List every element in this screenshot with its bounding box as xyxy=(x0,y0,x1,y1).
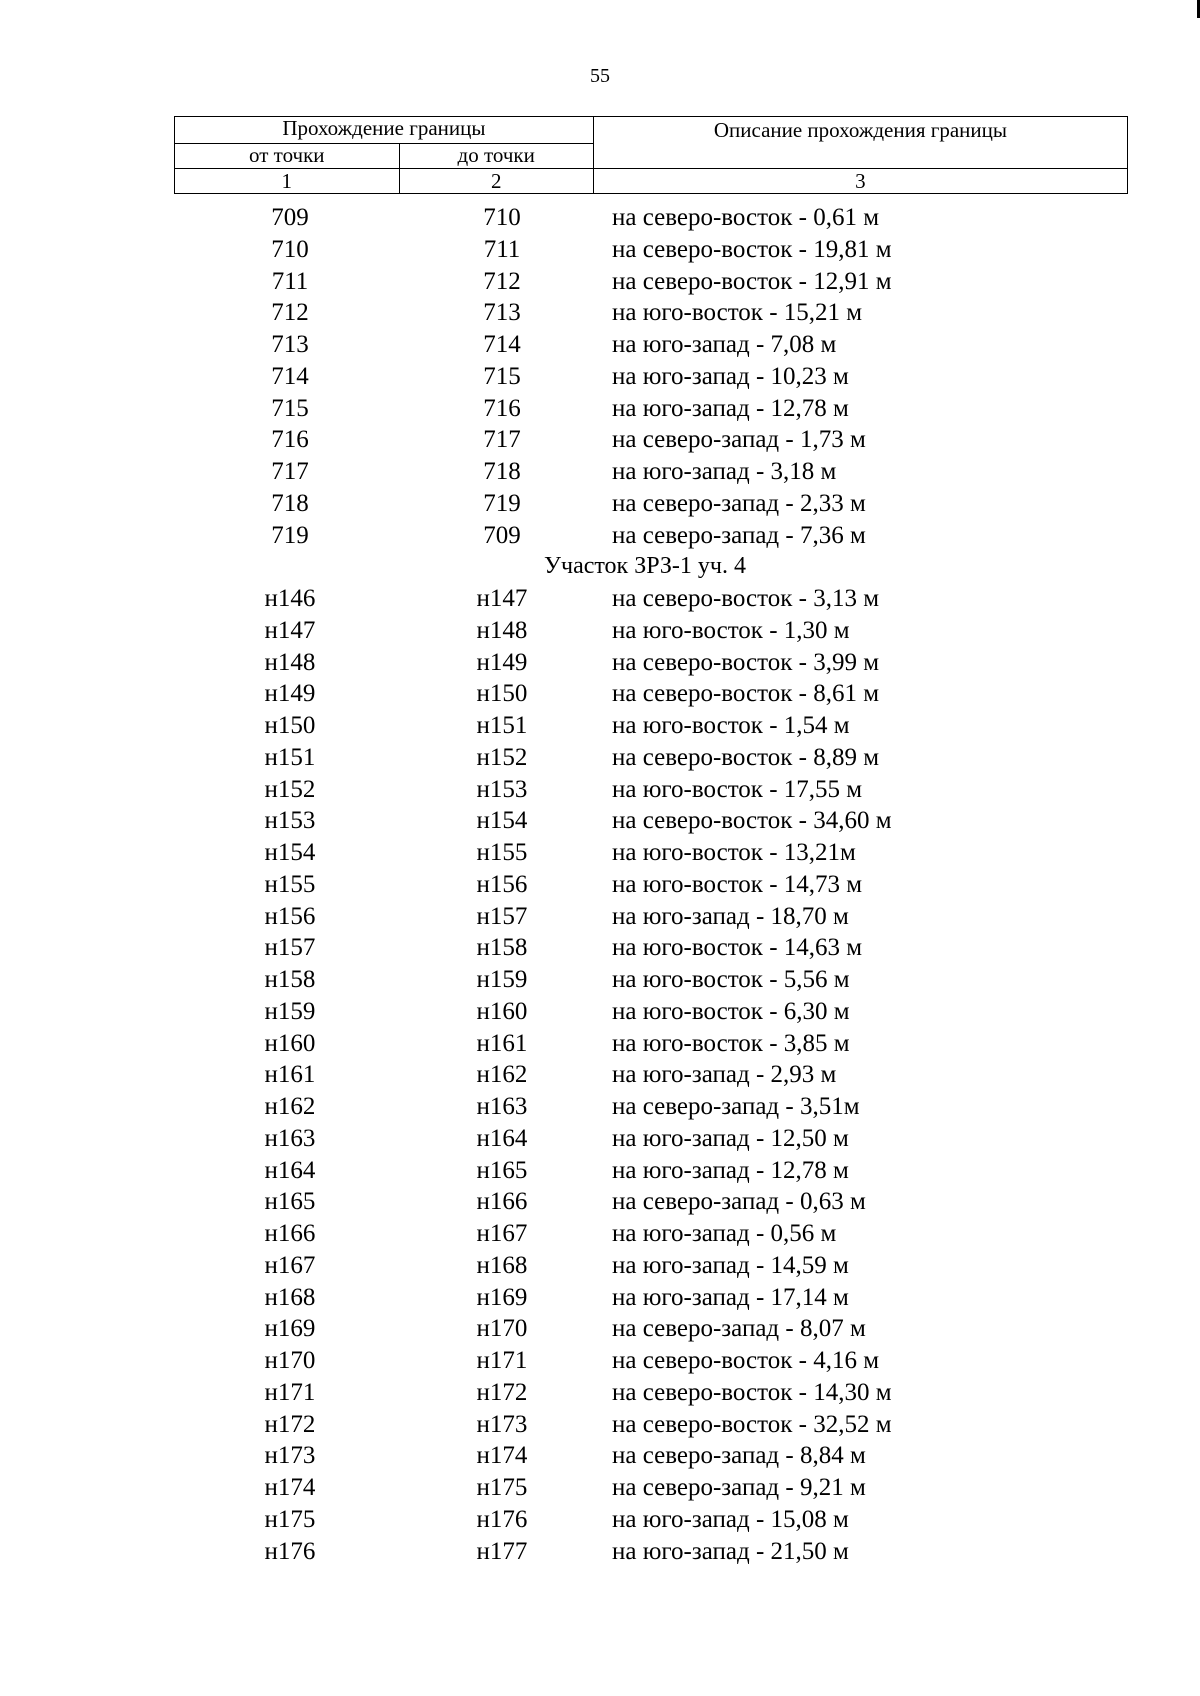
table-row xyxy=(174,1218,1128,1250)
description-cell: на северо-восток - 8,61 м xyxy=(612,680,880,708)
from-point-cell: н164 xyxy=(264,1156,316,1184)
description-cell: на юго-восток - 14,73 м xyxy=(612,870,863,898)
description-cell: на северо-запад - 8,07 м xyxy=(612,1315,866,1343)
from-point-cell: н151 xyxy=(264,743,316,771)
table-row xyxy=(174,1377,1128,1409)
table-row xyxy=(174,678,1128,710)
description-cell: на северо-восток - 34,60 м xyxy=(612,807,892,835)
to-point-cell: н177 xyxy=(476,1537,528,1565)
description-cell: на северо-запад - 7,36 м xyxy=(612,521,866,549)
table-row xyxy=(174,805,1128,837)
to-point-cell: н168 xyxy=(476,1251,528,1279)
table-row xyxy=(174,1472,1128,1504)
to-point-cell: н153 xyxy=(476,775,528,803)
from-point-cell: н172 xyxy=(264,1410,316,1438)
description-cell: на юго-запад - 2,93 м xyxy=(612,1061,837,1089)
description-cell: на юго-восток - 17,55 м xyxy=(612,775,863,803)
rows-group-a xyxy=(174,202,1128,551)
table-row xyxy=(174,710,1128,742)
table-row xyxy=(174,901,1128,933)
to-point-cell: н154 xyxy=(476,807,528,835)
to-point-cell: 710 xyxy=(483,204,521,231)
description-cell: на юго-запад - 3,18 м xyxy=(612,458,837,485)
description-cell: на юго-восток - 1,30 м xyxy=(612,616,850,644)
description-cell: на юго-запад - 10,23 м xyxy=(612,362,849,390)
from-point-cell: н176 xyxy=(264,1537,316,1565)
to-point-cell: н161 xyxy=(476,1029,528,1057)
table-row xyxy=(174,488,1128,520)
description-cell: на северо-восток - 14,30 м xyxy=(612,1378,892,1406)
to-point-cell: н173 xyxy=(476,1410,528,1438)
table-row xyxy=(174,520,1128,552)
table-row xyxy=(174,742,1128,774)
description-cell: на юго-запад - 12,78 м xyxy=(612,394,849,422)
rows-group-b xyxy=(174,583,1128,1567)
table-row xyxy=(174,297,1128,329)
to-point-cell: н158 xyxy=(476,934,528,962)
from-point-cell: н157 xyxy=(264,934,316,962)
description-cell: на юго-запад - 14,59 м xyxy=(612,1251,849,1279)
table-row xyxy=(174,1123,1128,1155)
table-row xyxy=(174,583,1128,615)
description-cell: на юго-запад - 15,08 м xyxy=(612,1505,849,1533)
to-point-cell: н174 xyxy=(476,1442,528,1470)
to-point-cell: н152 xyxy=(476,743,528,771)
header-description: Описание прохождения границы xyxy=(593,117,1127,169)
description-cell: на северо-восток - 3,13 м xyxy=(612,585,880,612)
table-row xyxy=(174,1186,1128,1218)
table-row xyxy=(174,1409,1128,1441)
from-point-cell: 712 xyxy=(271,299,309,327)
from-point-cell: 710 xyxy=(271,235,309,263)
description-cell: на юго-восток - 15,21 м xyxy=(612,299,863,327)
description-cell: на северо-восток - 8,89 м xyxy=(612,743,880,771)
from-point-cell: н158 xyxy=(264,966,316,993)
to-point-cell: н151 xyxy=(476,712,528,739)
header-to-point: до точки xyxy=(399,144,593,169)
description-cell: на юго-запад - 12,50 м xyxy=(612,1124,849,1152)
description-cell: на северо-запад - 9,21 м xyxy=(612,1474,866,1501)
from-point-cell: н174 xyxy=(264,1474,316,1501)
description-cell: на северо-восток - 0,61 м xyxy=(612,204,880,231)
from-point-cell: н165 xyxy=(264,1188,316,1216)
to-point-cell: н148 xyxy=(476,616,528,644)
to-point-cell: н160 xyxy=(476,997,528,1025)
to-point-cell: н175 xyxy=(476,1474,528,1501)
from-point-cell: н171 xyxy=(264,1378,316,1406)
to-point-cell: 718 xyxy=(483,458,521,485)
section-title: Участок ЗРЗ-1 уч. 4 xyxy=(544,553,746,580)
table-row xyxy=(174,647,1128,679)
description-cell: на юго-восток - 5,56 м xyxy=(612,966,850,993)
description-cell: на юго-запад - 7,08 м xyxy=(612,331,837,358)
to-point-cell: н162 xyxy=(476,1061,528,1089)
description-cell: на юго-восток - 13,21м xyxy=(612,839,856,866)
header-from-point: от точки xyxy=(175,144,400,169)
from-point-cell: н168 xyxy=(264,1283,316,1311)
table-row xyxy=(174,234,1128,266)
description-cell: на юго-запад - 21,50 м xyxy=(612,1537,849,1565)
table-row xyxy=(174,329,1128,361)
description-cell: на юго-запад - 17,14 м xyxy=(612,1283,849,1311)
table-row xyxy=(174,424,1128,456)
to-point-cell: н164 xyxy=(476,1124,528,1152)
from-point-cell: н154 xyxy=(264,839,316,866)
table-row xyxy=(174,1345,1128,1377)
from-point-cell: н169 xyxy=(264,1315,316,1343)
from-point-cell: 718 xyxy=(271,489,309,517)
from-point-cell: н173 xyxy=(264,1442,316,1470)
description-cell: на юго-запад - 0,56 м xyxy=(612,1220,837,1247)
from-point-cell: 715 xyxy=(271,394,309,422)
table-row xyxy=(174,837,1128,869)
table-row xyxy=(174,393,1128,425)
table-row xyxy=(174,456,1128,488)
from-point-cell: н170 xyxy=(264,1347,316,1374)
description-cell: на юго-восток - 6,30 м xyxy=(612,997,850,1025)
description-cell: на северо-запад - 1,73 м xyxy=(612,426,866,454)
header-col-number-1: 1 xyxy=(175,169,400,194)
from-point-cell: н153 xyxy=(264,807,316,835)
to-point-cell: 709 xyxy=(483,521,521,549)
from-point-cell: 709 xyxy=(271,204,309,231)
description-cell: на северо-запад - 0,63 м xyxy=(612,1188,866,1216)
from-point-cell: н159 xyxy=(264,997,316,1025)
description-cell: на юго-восток - 14,63 м xyxy=(612,934,863,962)
from-point-cell: 719 xyxy=(271,521,309,549)
description-cell: на северо-запад - 3,51м xyxy=(612,1093,860,1120)
to-point-cell: н167 xyxy=(476,1220,528,1247)
table-row xyxy=(174,1091,1128,1123)
table-row xyxy=(174,266,1128,298)
to-point-cell: н149 xyxy=(476,648,528,676)
to-point-cell: н157 xyxy=(476,902,528,930)
from-point-cell: 717 xyxy=(271,458,309,485)
boundary-rows xyxy=(174,202,1128,1567)
description-cell: на северо-запад - 2,33 м xyxy=(612,489,866,517)
from-point-cell: н162 xyxy=(264,1093,316,1120)
from-point-cell: н152 xyxy=(264,775,316,803)
table-row xyxy=(174,932,1128,964)
to-point-cell: 719 xyxy=(483,489,521,517)
to-point-cell: н165 xyxy=(476,1156,528,1184)
from-point-cell: 713 xyxy=(271,331,309,358)
table-row xyxy=(174,1504,1128,1536)
table-row xyxy=(174,869,1128,901)
to-point-cell: н171 xyxy=(476,1347,528,1374)
from-point-cell: н163 xyxy=(264,1124,316,1152)
from-point-cell: н175 xyxy=(264,1505,316,1533)
to-point-cell: н147 xyxy=(476,585,528,612)
table-row xyxy=(174,1250,1128,1282)
to-point-cell: 716 xyxy=(483,394,521,422)
to-point-cell: н169 xyxy=(476,1283,528,1311)
description-cell: на юго-восток - 1,54 м xyxy=(612,712,850,739)
table-row xyxy=(174,202,1128,234)
from-point-cell: н156 xyxy=(264,902,316,930)
table-row xyxy=(174,1059,1128,1091)
table-row xyxy=(174,1028,1128,1060)
table-row xyxy=(174,996,1128,1028)
from-point-cell: н160 xyxy=(264,1029,316,1057)
to-point-cell: 712 xyxy=(483,267,521,295)
page-number: 55 xyxy=(590,65,610,87)
to-point-cell: н176 xyxy=(476,1505,528,1533)
table-row xyxy=(174,1282,1128,1314)
header-col-number-3: 3 xyxy=(593,169,1127,194)
table-row xyxy=(174,615,1128,647)
description-cell: на юго-запад - 18,70 м xyxy=(612,902,849,930)
table-row xyxy=(174,1155,1128,1187)
to-point-cell: 715 xyxy=(483,362,521,390)
from-point-cell: н155 xyxy=(264,870,316,898)
to-point-cell: 717 xyxy=(483,426,521,454)
to-point-cell: н166 xyxy=(476,1188,528,1216)
from-point-cell: н161 xyxy=(264,1061,316,1089)
table-row xyxy=(174,1440,1128,1472)
from-point-cell: н147 xyxy=(264,616,316,644)
to-point-cell: 714 xyxy=(483,331,521,358)
from-point-cell: н166 xyxy=(264,1220,316,1247)
header-col-number-2: 2 xyxy=(399,169,593,194)
table-row xyxy=(174,361,1128,393)
to-point-cell: н170 xyxy=(476,1315,528,1343)
to-point-cell: н150 xyxy=(476,680,528,708)
description-cell: на северо-восток - 4,16 м xyxy=(612,1347,880,1374)
description-cell: на северо-восток - 32,52 м xyxy=(612,1410,892,1438)
from-point-cell: н146 xyxy=(264,585,316,612)
table-row xyxy=(174,1313,1128,1345)
description-cell: на северо-восток - 12,91 м xyxy=(612,267,892,295)
description-cell: на юго-восток - 3,85 м xyxy=(612,1029,850,1057)
to-point-cell: 711 xyxy=(483,235,521,263)
to-point-cell: н156 xyxy=(476,870,528,898)
to-point-cell: н155 xyxy=(476,839,528,866)
from-point-cell: н167 xyxy=(264,1251,316,1279)
description-cell: на северо-восток - 19,81 м xyxy=(612,235,892,263)
table-header xyxy=(174,116,1128,194)
from-point-cell: 714 xyxy=(271,362,309,390)
to-point-cell: н163 xyxy=(476,1093,528,1120)
to-point-cell: 713 xyxy=(483,299,521,327)
table-row xyxy=(174,964,1128,996)
description-cell: на юго-запад - 12,78 м xyxy=(612,1156,849,1184)
table-row xyxy=(174,774,1128,806)
header-passage: Прохождение границы xyxy=(175,117,594,144)
table-row xyxy=(174,1536,1128,1568)
from-point-cell: н148 xyxy=(264,648,316,676)
from-point-cell: 716 xyxy=(271,426,309,454)
description-cell: на северо-восток - 3,99 м xyxy=(612,648,880,676)
from-point-cell: н150 xyxy=(264,712,316,739)
from-point-cell: 711 xyxy=(271,267,309,295)
from-point-cell: н149 xyxy=(264,680,316,708)
to-point-cell: н172 xyxy=(476,1378,528,1406)
description-cell: на северо-запад - 8,84 м xyxy=(612,1442,866,1470)
to-point-cell: н159 xyxy=(476,966,528,993)
